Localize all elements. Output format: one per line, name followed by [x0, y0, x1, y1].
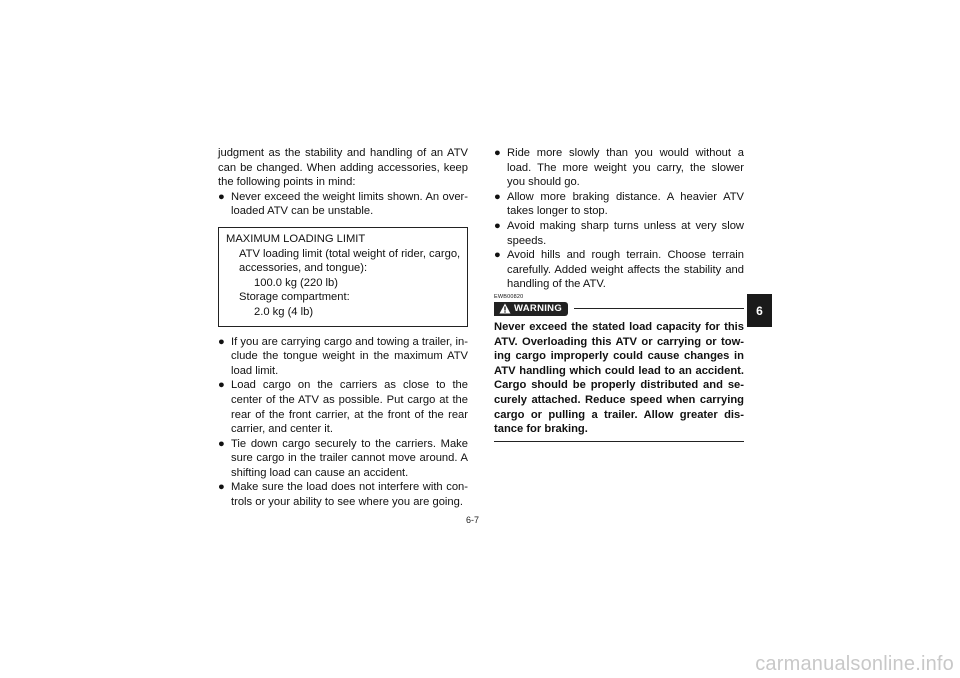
list-item-text: Make sure the load does not interfere with con-trols or your ability to see where you are going. — [231, 481, 468, 509]
bullet-icon: ● — [494, 249, 501, 262]
list-item-text: Never exceed the weight limits shown. An over-loaded ATV can be unstable. — [231, 190, 468, 218]
list-item — [494, 248, 744, 292]
left-column — [218, 146, 468, 510]
warning-rule — [574, 308, 744, 309]
intro-paragraph: judgment as the stability and handling of an ATV can be changed. When adding accessories, keep the following points in mind: — [218, 147, 468, 189]
storage-compartment-value: 2.0 kg (4 lb) — [254, 305, 314, 318]
list-item — [218, 190, 468, 219]
bullet-icon: ● — [218, 379, 225, 392]
warning-triangle-icon — [499, 303, 511, 314]
watermark: carmanualsonline.info — [755, 653, 954, 675]
limit-box-title: MAXIMUM LOADING LIMIT — [226, 232, 366, 245]
warning-label: WARNING — [514, 302, 563, 314]
maximum-loading-limit-box — [218, 227, 468, 327]
list-item — [494, 190, 744, 219]
warning-end-rule — [494, 441, 744, 442]
warning-text: Never exceed the stated load capacity for this ATV. Overloading this ATV or carrying or tow-ing cargo improperly could cause changes in ATV handling which could lead to an accident. Cargo should be properly distributed and se-curely attached. Reduce speed when carrying cargo or pulling a trailer. Allow greater dis-tance for braking. — [494, 320, 744, 436]
atv-loading-limit-label: ATV loading limit (total weight of rider, cargo, accessories, and tongue): — [239, 247, 461, 275]
list-item — [218, 335, 468, 379]
storage-compartment-label: Storage compartment: — [239, 291, 350, 304]
list-item-text: Allow more braking distance. A heavier ATV takes longer to stop. — [507, 190, 744, 218]
warning-header — [494, 302, 744, 316]
bullet-icon: ● — [494, 219, 501, 232]
bullet-icon: ● — [218, 190, 225, 203]
right-column — [494, 146, 744, 442]
list-item-text: Avoid making sharp turns unless at very slow speeds. — [507, 219, 744, 247]
bullet-icon: ● — [218, 335, 225, 348]
bullet-icon: ● — [494, 190, 501, 203]
list-item — [494, 146, 744, 190]
bullet-icon: ● — [494, 147, 501, 159]
list-item — [218, 480, 468, 509]
list-item — [218, 378, 468, 436]
atv-loading-limit-value: 100.0 kg (220 lb) — [254, 276, 338, 289]
bullet-icon: ● — [218, 437, 225, 450]
list-item-text: Load cargo on the carriers as close to the center of the ATV as possible. Put cargo at the rear of the front carrier, at the front of the rear carrier, and center it. — [231, 379, 468, 436]
warning-badge — [494, 302, 568, 316]
page-number: 6-7 — [466, 515, 480, 525]
section-tab: 6 — [747, 294, 772, 327]
list-item — [494, 219, 744, 248]
list-item-text: If you are carrying cargo and towing a trailer, in-clude the tongue weight in the maximum ATV load limit. — [231, 335, 468, 377]
warning-block — [494, 294, 744, 442]
warning-code: EWB00820 — [494, 293, 524, 300]
list-item — [218, 437, 468, 481]
list-item-text: Tie down cargo securely to the carriers. Make sure cargo in the trailer cannot move around. A shifting load can cause an accident. — [231, 437, 468, 479]
list-item-text: Ride more slowly than you would without a load. The more weight you carry, the slower you should go. — [507, 147, 744, 189]
list-item-text: Avoid hills and rough terrain. Choose terrain carefully. Added weight affects the stability and handling of the ATV. — [507, 249, 744, 291]
bullet-icon: ● — [218, 481, 225, 494]
